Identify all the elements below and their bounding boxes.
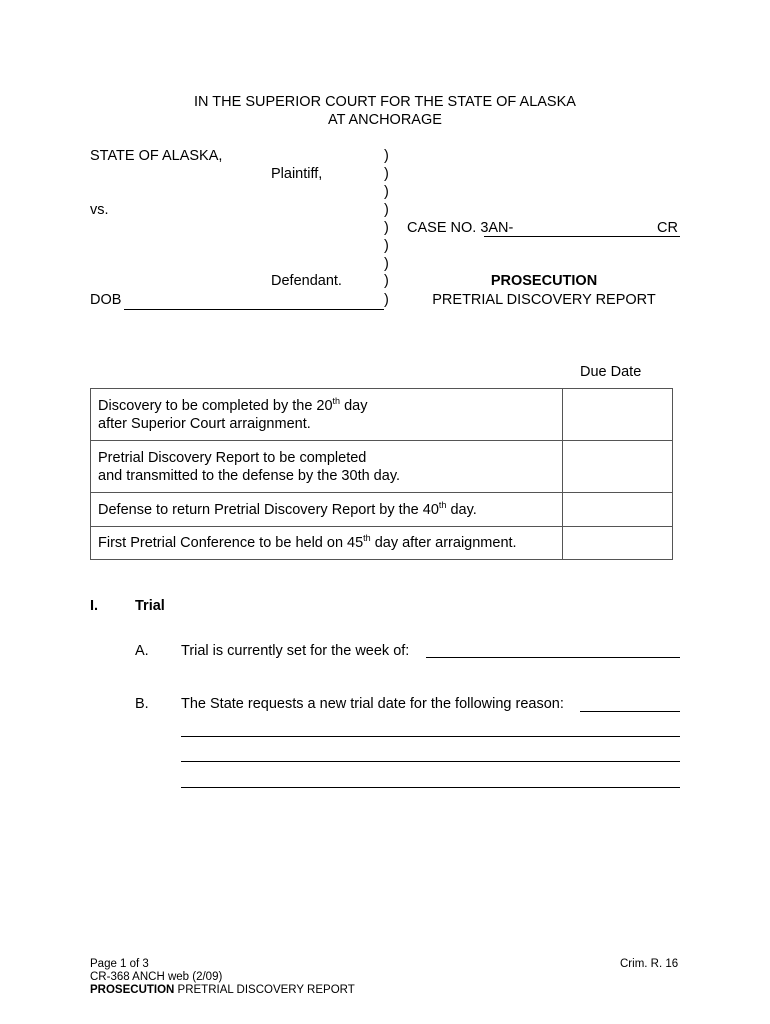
plaintiff-label: Plaintiff, [271, 166, 323, 182]
deadline-description [91, 389, 563, 441]
case-number-field-line[interactable] [484, 236, 680, 237]
due-date-cell[interactable] [563, 527, 673, 560]
table-row [91, 527, 673, 560]
plaintiff-name: STATE OF ALASKA, [90, 148, 223, 164]
caption-paren: ) [384, 292, 389, 308]
deadline-text: and transmitted to the defense by the 30th day. [98, 467, 401, 484]
deadline-text: Defense to return Pretrial Discovery Report by the 40 [98, 501, 439, 518]
deadline-text: First Pretrial Conference to be held on 45 [98, 535, 364, 551]
due-date-cell[interactable] [563, 441, 673, 493]
deadline-text: Discovery to be completed by the 20 [98, 397, 333, 414]
report-title-line2: PRETRIAL DISCOVERY REPORT [432, 292, 656, 308]
rule-reference: Crim. R. 16 [620, 958, 679, 970]
court-heading-line1: IN THE SUPERIOR COURT FOR THE STATE OF ALASKA [194, 94, 576, 110]
caption-paren: ) [384, 202, 389, 218]
dob-field-line[interactable] [124, 309, 384, 310]
item-b-text: The State requests a new trial date for the following reason: [181, 696, 564, 712]
reason-field-line[interactable] [181, 761, 680, 762]
table-row [91, 441, 673, 493]
caption-paren: ) [384, 184, 389, 200]
ordinal-suffix: th [363, 533, 371, 544]
footer-title [90, 983, 355, 997]
deadline-text: day after arraignment. [370, 535, 517, 551]
due-date-cell[interactable] [563, 493, 673, 527]
deadlines-table [90, 388, 673, 560]
report-title-line1: PROSECUTION [490, 273, 598, 289]
dob-label: DOB [90, 292, 122, 308]
case-number-label: CASE NO. 3AN- [407, 220, 514, 236]
table-row [91, 493, 673, 527]
caption-paren: ) [384, 273, 389, 289]
caption-paren: ) [384, 148, 389, 164]
item-b-letter: B. [135, 696, 149, 712]
deadline-description [91, 493, 563, 527]
table-row [91, 389, 673, 441]
deadline-text: day [340, 397, 368, 414]
deadline-text: Pretrial Discovery Report to be completed [98, 449, 367, 466]
ordinal-suffix: th [438, 499, 447, 510]
footer-title-bold: PROSECUTION [90, 984, 175, 996]
deadline-text: after Superior Court arraignment. [98, 415, 311, 432]
defendant-label: Defendant. [271, 273, 342, 289]
section-title: Trial [135, 598, 165, 614]
footer-title-rest: PRETRIAL DISCOVERY REPORT [174, 984, 355, 996]
versus-label: vs. [90, 202, 109, 218]
case-number-suffix: CR [657, 220, 678, 236]
deadline-description [91, 441, 563, 493]
deadline-text: day. [446, 501, 477, 518]
due-date-header: Due Date [580, 364, 642, 380]
form-id: CR-368 ANCH web (2/09) [90, 971, 223, 983]
item-a-letter: A. [135, 643, 149, 659]
caption-paren: ) [384, 166, 389, 182]
caption-paren: ) [384, 256, 389, 272]
reason-field-line[interactable] [181, 736, 680, 737]
reason-field-line[interactable] [580, 711, 680, 712]
caption-paren: ) [384, 238, 389, 254]
caption-paren: ) [384, 220, 389, 236]
ordinal-suffix: th [332, 395, 341, 406]
court-heading-line2: AT ANCHORAGE [328, 112, 442, 128]
due-date-cell[interactable] [563, 389, 673, 441]
trial-week-field-line[interactable] [426, 657, 680, 658]
page-number: Page 1 of 3 [90, 958, 149, 970]
reason-field-line[interactable] [181, 787, 680, 788]
section-number: I. [90, 598, 99, 614]
deadline-description [91, 527, 563, 560]
item-a-text: Trial is currently set for the week of: [181, 643, 410, 659]
